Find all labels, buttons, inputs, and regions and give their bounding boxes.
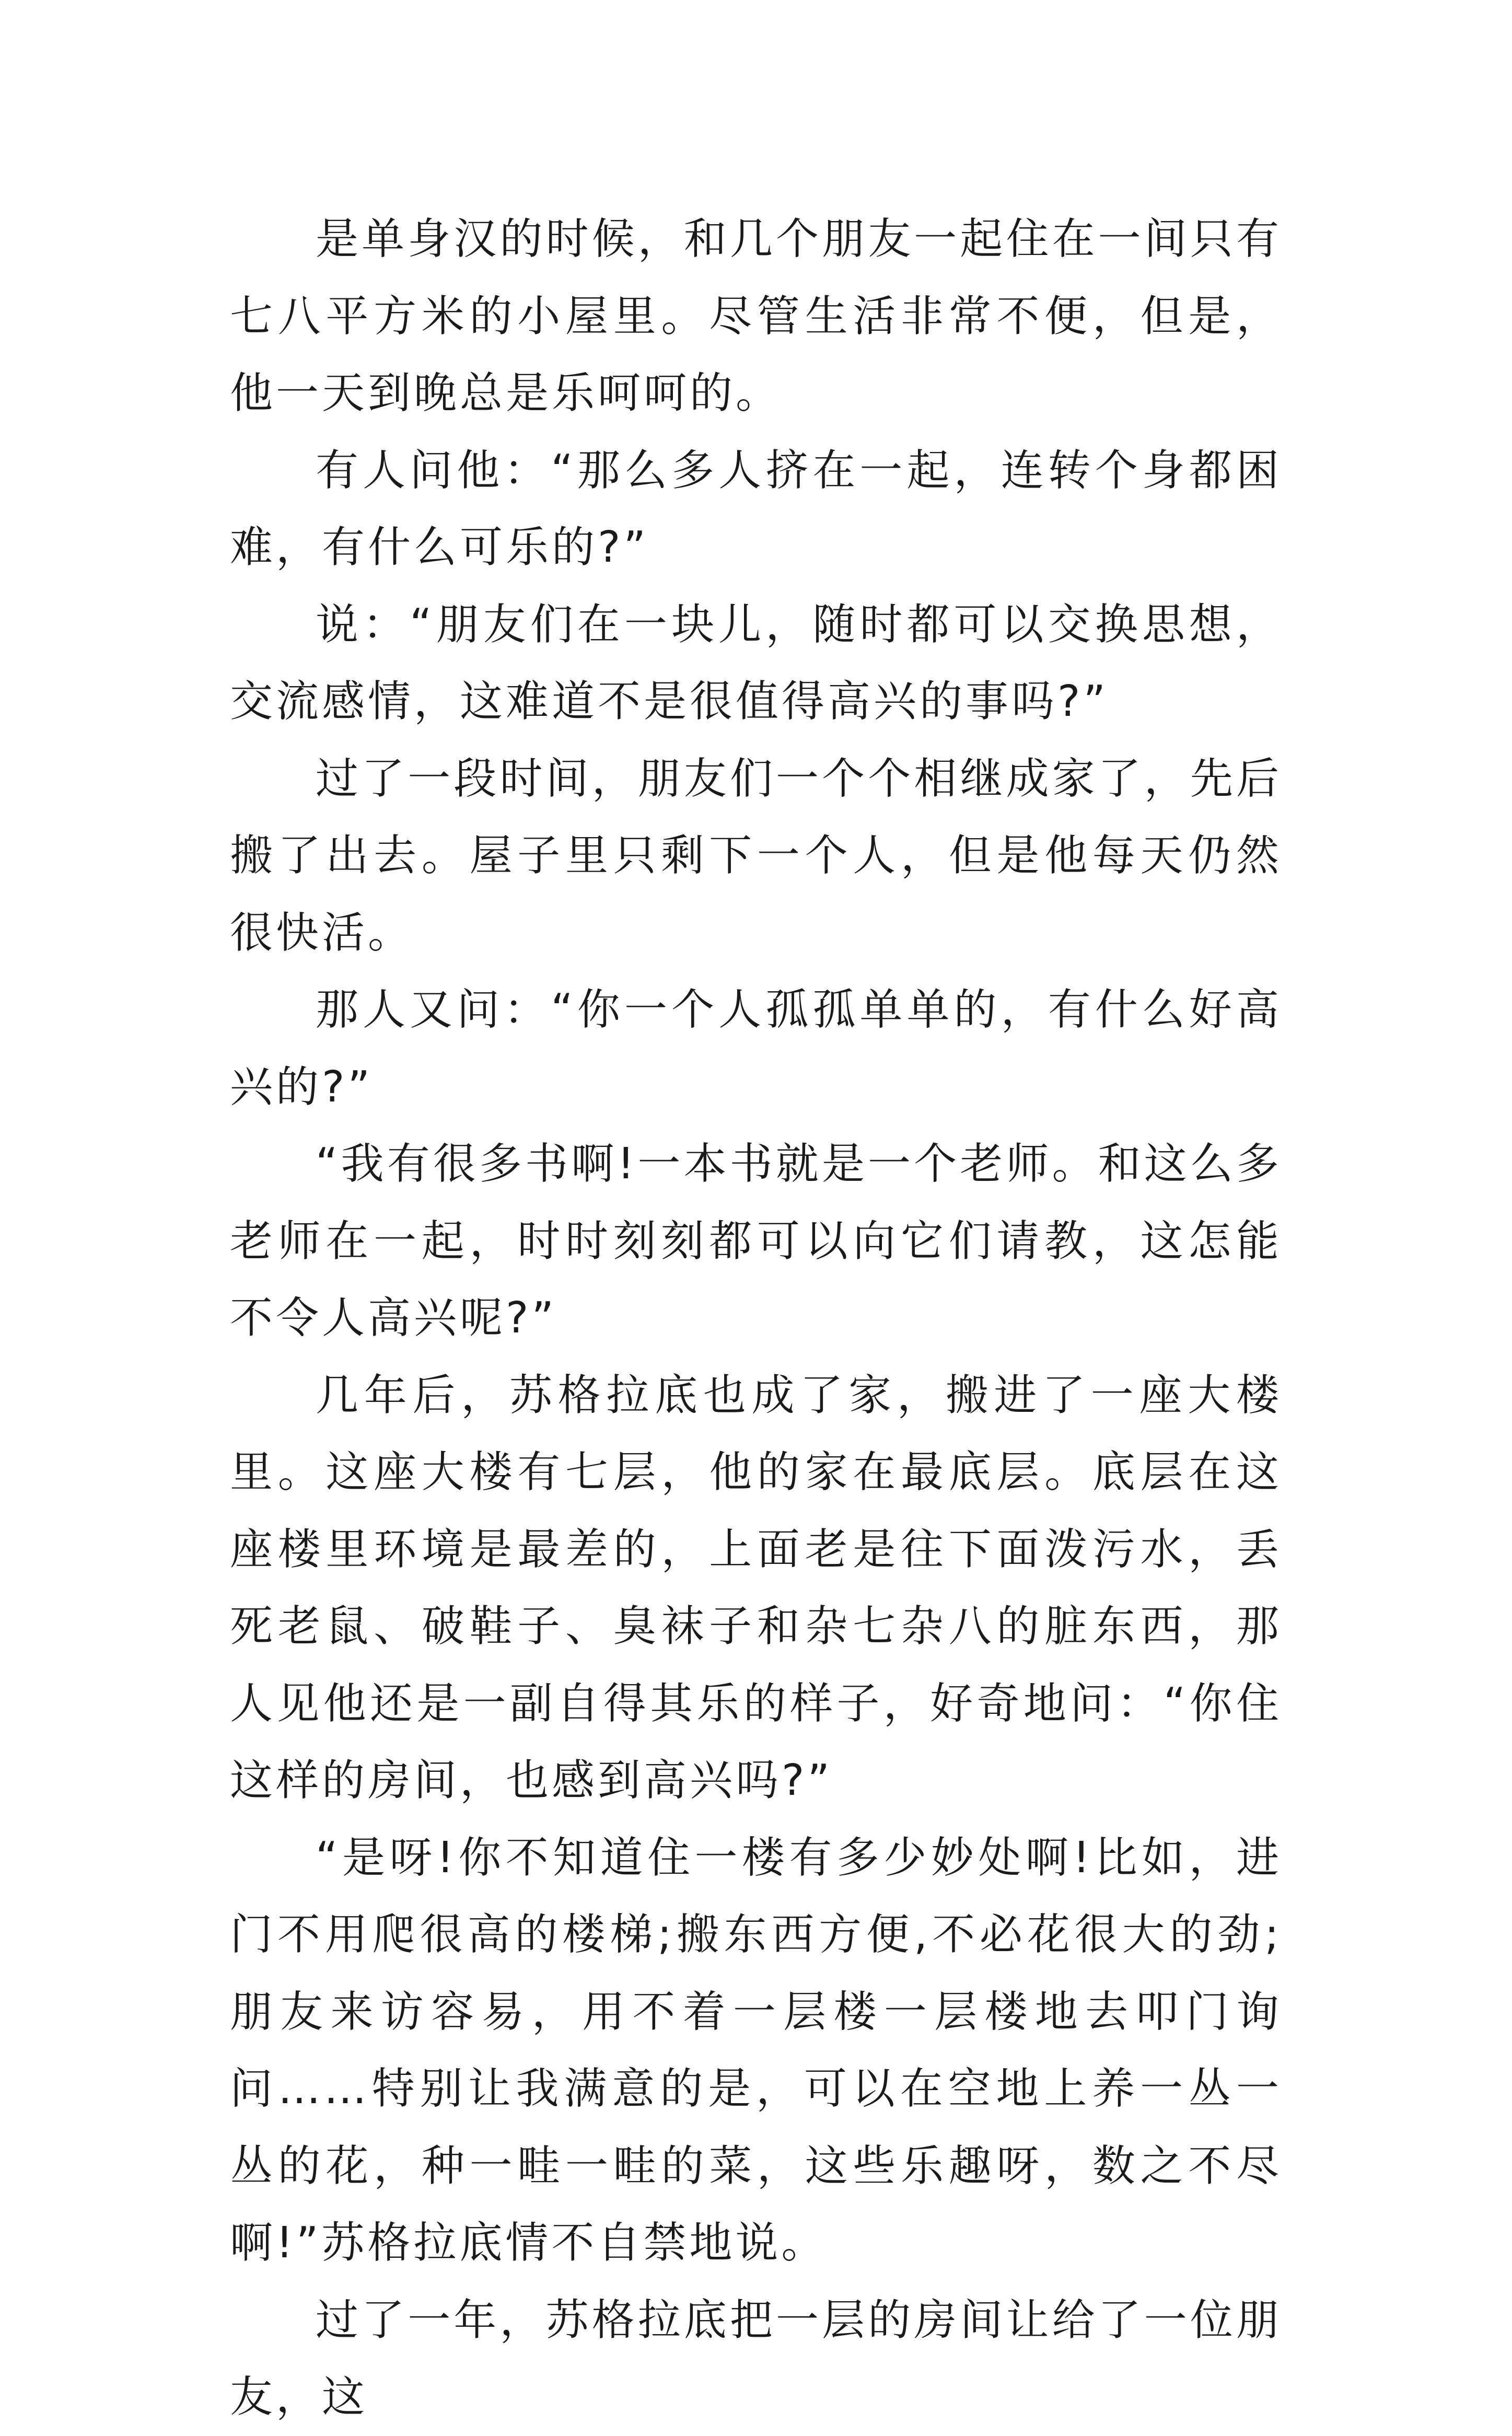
paragraph: 是单身汉的时候，和几个朋友一起住在一间只有七八平方米的小屋里。尽管生活非常不便，但是，他一天到晚总是乐呵呵的。	[230, 214, 1282, 418]
paragraph: 说：“朋友们在一块儿，随时都可以交换思想，交流感情，这难道不是很值得高兴的事吗?”	[230, 599, 1282, 726]
paragraph: 几年后，苏格拉底也成了家，搬进了一座大楼里。这座大楼有七层，他的家在最底层。底层在这座楼里环境是最差的，上面老是往下面泼污水，丢死老鼠、破鞋子、臭袜子和杂七杂八的脏东西，那人见他还是一副自得其乐的样子，好奇地问：“你住这样的房间，也感到高兴吗?”	[230, 1370, 1282, 1805]
paragraph: 过了一年，苏格拉底把一层的房间让给了一位朋友，这	[230, 2295, 1282, 2422]
paragraph: 过了一段时间，朋友们一个个相继成家了，先后搬了出去。屋子里只剩下一个人，但是他每天仍然很快活。	[230, 753, 1282, 958]
paragraph: “我有很多书啊!一本书就是一个老师。和这么多老师在一起，时时刻刻都可以向它们请教，这怎能不令人高兴呢?”	[230, 1139, 1282, 1343]
body-text	[230, 201, 1282, 2436]
paragraph: 有人问他：“那么多人挤在一起，连转个身都困难，有什么可乐的?”	[230, 445, 1282, 572]
paragraph: 那人又问：“你一个人孤孤单单的，有什么好高兴的?”	[230, 985, 1282, 1112]
paragraph: “是呀!你不知道住一楼有多少妙处啊!比如，进门不用爬很高的楼梯;搬东西方便,不必花很大的劲;朋友来访容易，用不着一层楼一层楼地去叩门询问……特别让我满意的是，可以在空地上养一丛一丛的花，种一畦一畦的菜，这些乐趣呀，数之不尽啊!”苏格拉底情不自禁地说。	[230, 1832, 1282, 2268]
